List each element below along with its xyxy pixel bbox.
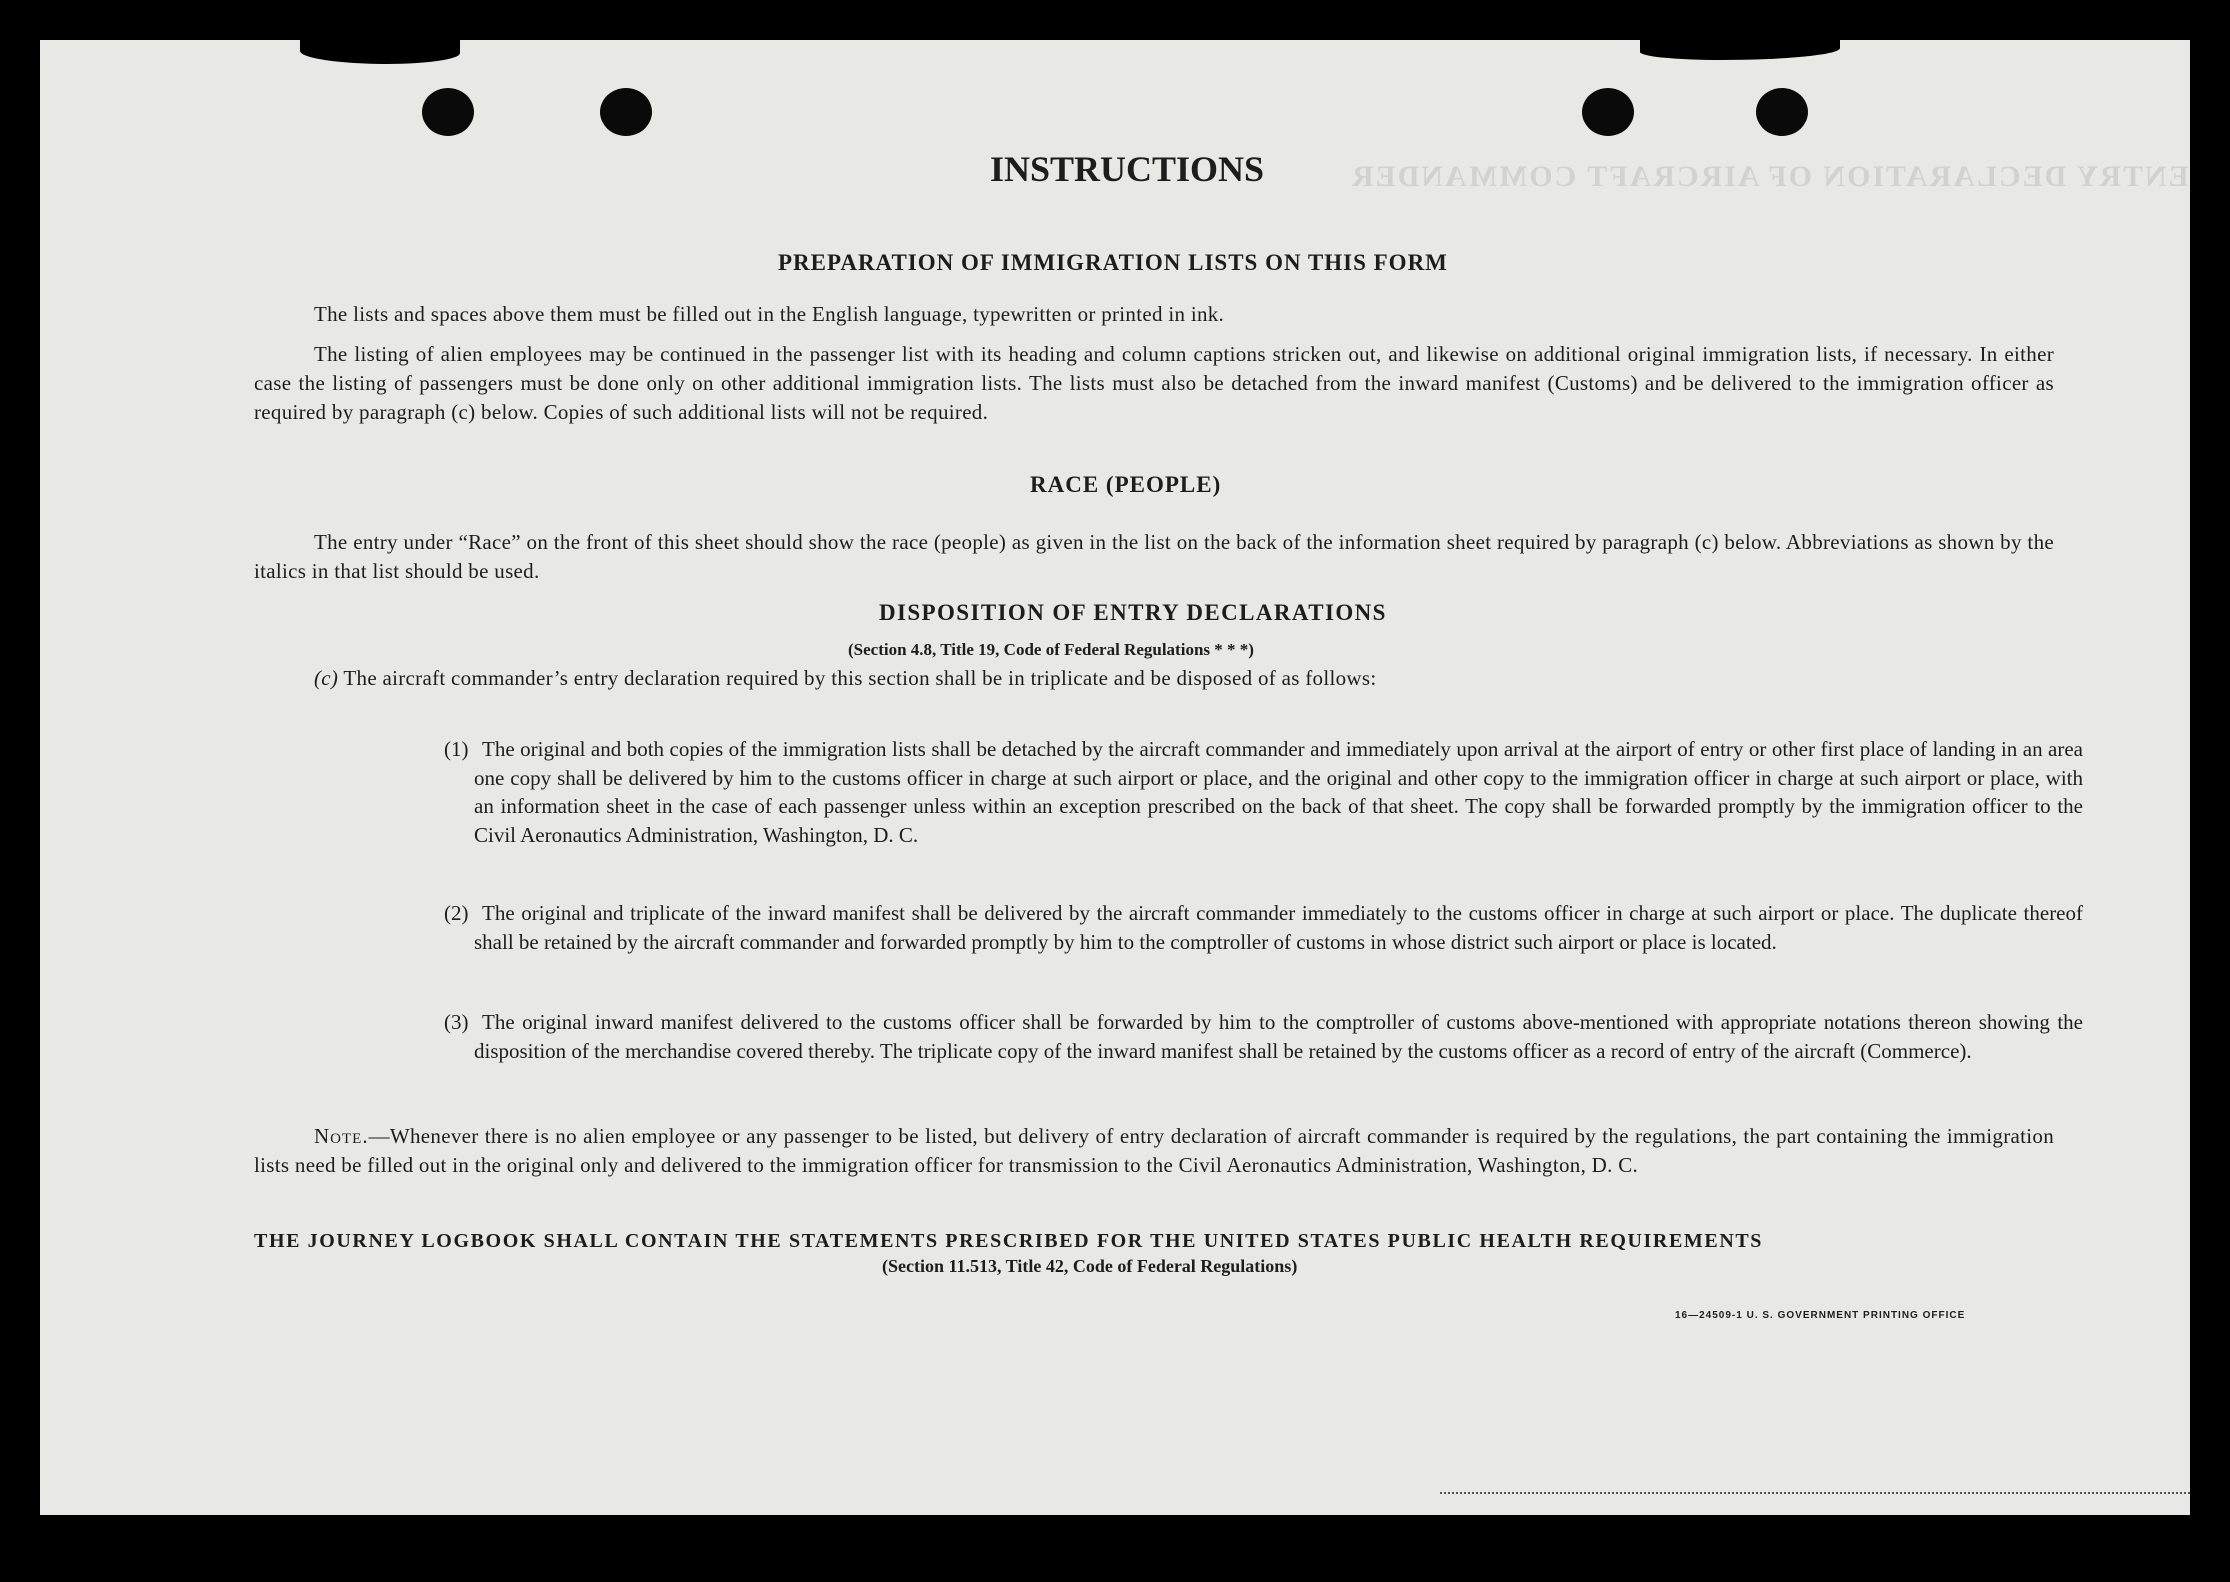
- document-page: [40, 40, 2190, 1515]
- punch-hole: [422, 88, 474, 136]
- disposition-item-3: [444, 1008, 2083, 1065]
- disposition-heading: DISPOSITION OF ENTRY DECLARATIONS: [879, 600, 1387, 625]
- printer-imprint: 16—24509-1 U. S. GOVERNMENT PRINTING OFFICE: [1675, 1310, 1966, 1321]
- disposition-reference: (Section 4.8, Title 19, Code of Federal Regulations * * *): [848, 640, 1254, 659]
- item-text: The original inward manifest delivered to the customs officer shall be forwarded by him to the comptroller of customs above-mentioned with appropriate notations thereon showing the disposition of the merchandise covered thereby. The triplicate copy of the inward manifest shall be retained by the customs officer as a record of entry of the aircraft (Commerce).: [474, 1010, 2083, 1063]
- note-paragraph: [254, 1122, 2054, 1180]
- item-number: (3): [444, 1010, 469, 1034]
- disposition-intro-text: The aircraft commander’s entry declaration required by this section shall be in triplicate and be disposed of as follows:: [343, 666, 1377, 690]
- health-requirements-line: THE JOURNEY LOGBOOK SHALL CONTAIN THE STATEMENTS PRESCRIBED FOR THE UNITED STATES PUBLIC HEALTH REQUIREMENTS: [254, 1230, 1764, 1252]
- punch-hole: [600, 88, 652, 136]
- item-number: (1): [444, 737, 469, 761]
- paragraph-label: (c): [314, 666, 339, 690]
- race-paragraph: The entry under “Race” on the front of this sheet should show the race (people) as given in the list on the back of the information sheet required by paragraph (c) below. Abbreviations as shown by the italics in that list should be used.: [254, 530, 2054, 583]
- prep-heading: PREPARATION OF IMMIGRATION LISTS ON THIS FORM: [778, 250, 1448, 275]
- prep-paragraph-1: The lists and spaces above them must be filled out in the English language, typewritten or printed in ink.: [314, 302, 1225, 326]
- disposition-item-2: [444, 899, 2083, 956]
- bleed-through-text: ENTRY DECLARATION OF AIRCRAFT COMMANDER: [1350, 160, 2189, 193]
- perforation-line: [1440, 1492, 2190, 1494]
- disposition-intro: [314, 664, 2054, 693]
- punch-hole: [1756, 88, 1808, 136]
- note-label: Note.: [314, 1124, 369, 1148]
- punch-hole: [1582, 88, 1634, 136]
- item-text: The original and triplicate of the inward manifest shall be delivered by the aircraft commander immediately to the customs officer in charge at such airport or place. The duplicate thereof shall be retained by the aircraft commander and forwarded promptly by him to the comptroller of customs in whose district such airport or place is located.: [474, 901, 2083, 954]
- disposition-item-1: [444, 735, 2083, 849]
- health-reference: (Section 11.513, Title 42, Code of Federal Regulations): [882, 1256, 1298, 1276]
- page-title: INSTRUCTIONS: [990, 149, 1265, 189]
- item-text: The original and both copies of the immigration lists shall be detached by the aircraft commander and immediately upon arrival at the airport of entry or other first place of landing in an area one copy shall be delivered by him to the customs officer in charge at such airport or place, and the original and other copy to the immigration officer in charge at such airport or place, with an information sheet in the case of each passenger unless within an exception prescribed on the back of that sheet. The copy shall be forwarded promptly by the immigration officer to the Civil Aeronautics Administration, Washington, D. C.: [474, 737, 2083, 847]
- note-text: —Whenever there is no alien employee or any passenger to be listed, but delivery of entry declaration of aircraft commander is required by the regulations, the part containing the immigration lists need be filled out in the original only and delivered to the immigration officer for transmission to the Civil Aeronautics Administration, Washington, D. C.: [254, 1124, 2054, 1177]
- race-heading: RACE (PEOPLE): [1030, 472, 1222, 497]
- item-number: (2): [444, 901, 469, 925]
- prep-paragraph-2: The listing of alien employees may be continued in the passenger list with its heading and column captions stricken out, and likewise on additional original immigration lists, if necessary. In either case the listing of passengers must be done only on other additional immigration lists. The lists must also be detached from the inward manifest (Customs) and be delivered to the immigration officer as required by paragraph (c) below. Copies of such additional lists will not be required.: [254, 342, 2054, 424]
